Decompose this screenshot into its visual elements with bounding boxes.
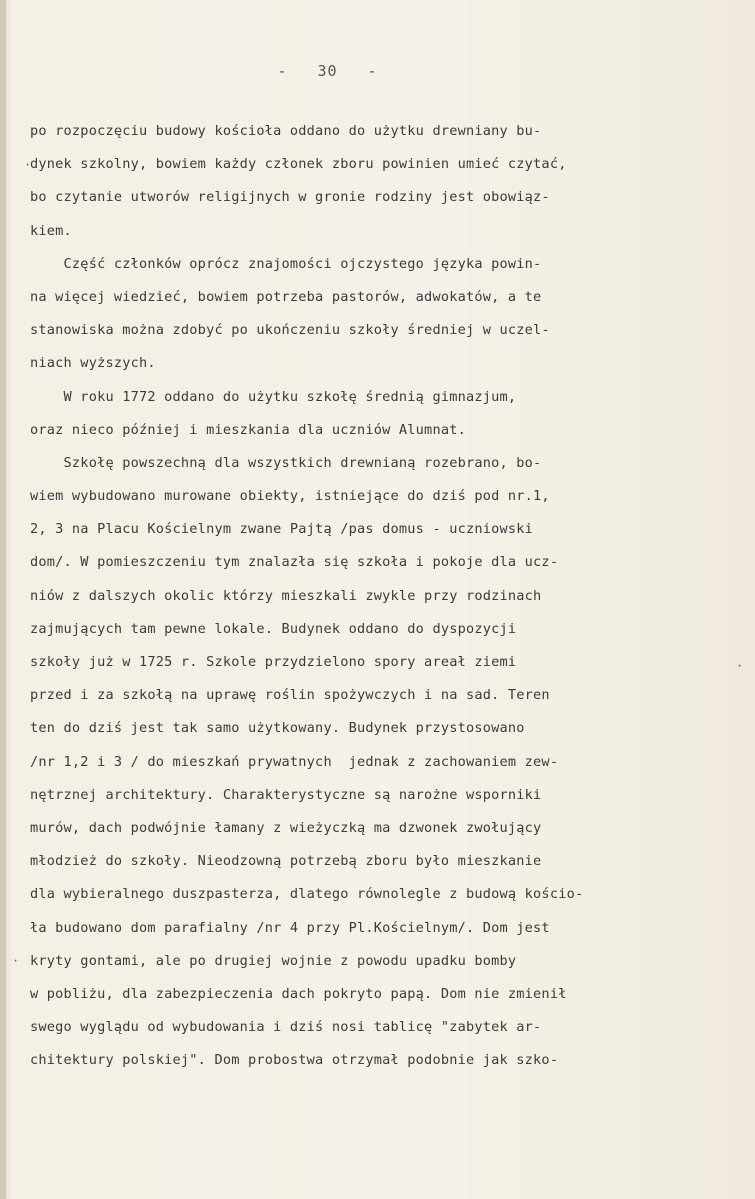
text-line: ten do dziś jest tak samo użytkowany. Budynek przystosowano bbox=[30, 720, 525, 737]
text-line: bo czytanie utworów religijnych w gronie rodziny jest obowiąz- bbox=[30, 189, 550, 206]
text-line: na więcej wiedzieć, bowiem potrzeba pastorów, adwokatów, a te bbox=[30, 288, 542, 305]
text-line: murów, dach podwójnie łamany z wieżyczką ma dzwonek zwołujący bbox=[30, 819, 542, 836]
text-line: stanowiska można zdobyć po ukończeniu szkoły średniej w uczel- bbox=[30, 322, 550, 339]
page-number-dash-left: - bbox=[277, 62, 288, 80]
text-line: dynek szkolny, bowiem każdy członek zboru powinien umieć czytać, bbox=[30, 156, 567, 173]
text-line: szkoły już w 1725 r. Szkole przydzielono spory areał ziemi bbox=[30, 654, 517, 670]
text-line: W roku 1772 oddano do użytku szkołę średnią gimnazjum, bbox=[30, 388, 517, 405]
margin-dot: · bbox=[736, 659, 744, 673]
text-line: dom/. W pomieszczeniu tym znalazła się szkoła i pokoje dla ucz- bbox=[30, 554, 559, 571]
text-line: chitektury polskiej". Dom probostwa otrzymał podobnie jak szko- bbox=[30, 1052, 559, 1069]
page-binding-edge bbox=[0, 0, 6, 1199]
page-number: 30 bbox=[317, 62, 338, 80]
text-line: młodzież do szkoły. Nieodzowną potrzebą zboru było mieszkanie bbox=[30, 853, 542, 870]
text-line: kiem. bbox=[30, 222, 72, 239]
margin-dot: · bbox=[12, 954, 20, 968]
text-line: Szkołę powszechną dla wszystkich drewnianą rozebrano, bo- bbox=[30, 454, 542, 471]
text-line: niach wyższych. bbox=[30, 355, 156, 372]
text-line: ła budowano dom parafialny /nr 4 przy Pl.Kościelnym/. Dom jest bbox=[30, 919, 550, 936]
body-text bbox=[30, 115, 710, 1077]
text-line: przed i za szkołą na uprawę roślin spożywczych i na sad. Teren bbox=[30, 687, 550, 704]
text-line: kryty gontami, ale po drugiej wojnie z powodu upadku bomby bbox=[30, 952, 517, 969]
text-line: oraz nieco później i mieszkania dla uczniów Alumnat. bbox=[30, 421, 466, 438]
text-line: niów z dalszych okolic którzy mieszkali zwykle przy rodzinach bbox=[30, 587, 542, 604]
page-number-header bbox=[0, 62, 655, 80]
text-line: nętrznej architektury. Charakterystyczne są narożne wsporniki bbox=[30, 786, 542, 803]
text-line: wiem wybudowano murowane obiekty, istniejące do dziś pod nr.1, bbox=[30, 488, 550, 505]
text-line: swego wyglądu od wybudowania i dziś nosi tablicę "zabytek ar- bbox=[30, 1019, 542, 1036]
margin-dot: · bbox=[24, 158, 32, 172]
text-line: dla wybieralnego duszpasterza, dlatego równolegle z budową kościo- bbox=[30, 886, 584, 903]
text-line: zajmujących tam pewne lokale. Budynek oddano do dyspozycji bbox=[30, 620, 517, 637]
text-line: /nr 1,2 i 3 / do mieszkań prywatnych jednak z zachowaniem zew- bbox=[30, 753, 559, 770]
text-line: Część członków oprócz znajomości ojczystego języka powin- bbox=[30, 255, 542, 272]
text-line: po rozpoczęciu budowy kościoła oddano do użytku drewniany bu- bbox=[30, 123, 542, 139]
text-line: w pobliżu, dla zabezpieczenia dach pokryto papą. Dom nie zmienił bbox=[30, 985, 567, 1002]
page-number-dash-right: - bbox=[367, 62, 378, 80]
text-line: 2, 3 na Placu Kościelnym zwane Pajtą /pas domus - uczniowski bbox=[30, 521, 534, 538]
